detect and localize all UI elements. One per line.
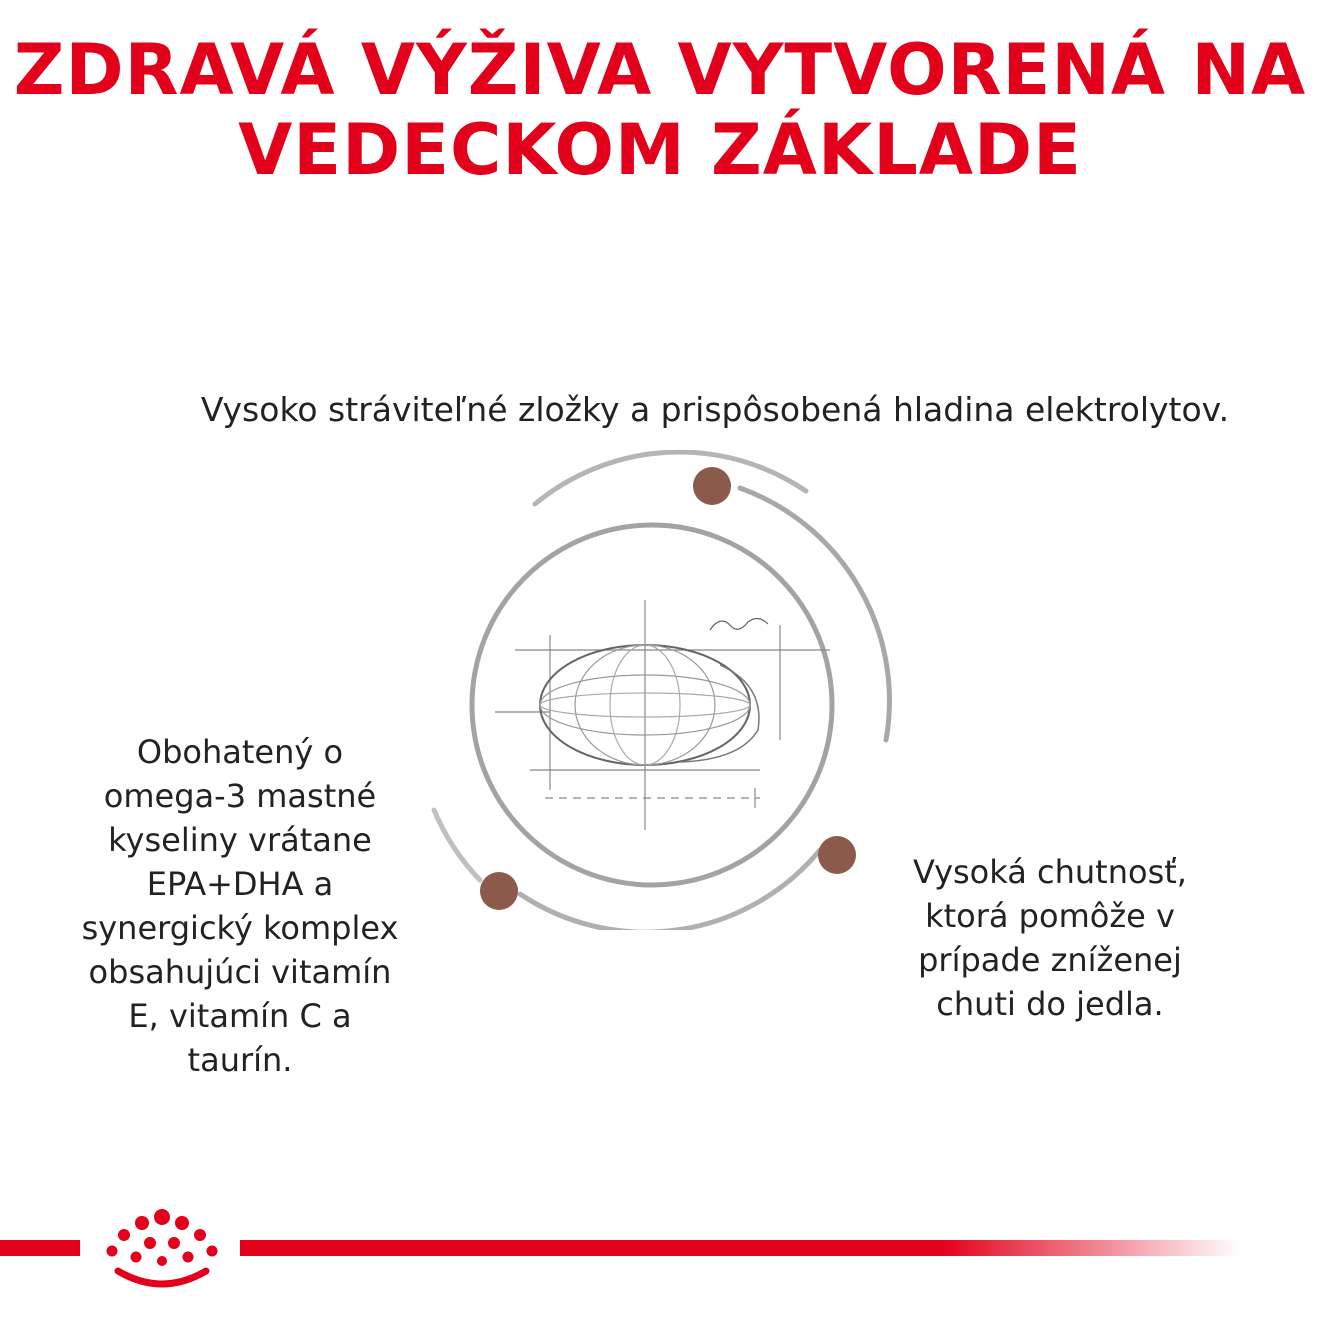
feature-line: taurín. [187, 1041, 293, 1079]
feature-line: synergický komplex [81, 909, 399, 947]
feature-line: Vysoká chutnosť, [913, 853, 1187, 891]
kibble-diagram [420, 450, 900, 930]
outer-arc-left [434, 810, 480, 880]
feature-line: omega-3 mastné [103, 777, 377, 815]
kibble-sketch-icon [495, 600, 830, 830]
feature-line: chuti do jedla. [936, 985, 1164, 1023]
feature-line: EPA+DHA a [146, 865, 334, 903]
title-line-2: VEDECKOM ZÁKLADE [238, 109, 1082, 191]
feature-line: kyseliny vrátane [108, 821, 372, 859]
feature-line: obsahujúci vitamín [88, 953, 392, 991]
page-title [0, 30, 1320, 190]
feature-line: Obohatený o [136, 733, 344, 771]
feature-omega3 [40, 730, 440, 1082]
inner-circle [472, 525, 832, 885]
feature-digestibility: Vysoko stráviteľné zložky a prispôsobená hladina elektrolytov. [200, 390, 1230, 429]
footer-line-right [240, 1240, 1240, 1256]
bullet-dot-right [818, 836, 856, 874]
bullet-dot-left [480, 872, 518, 910]
feature-palatability [880, 850, 1220, 1026]
footer-line-left [0, 1240, 80, 1256]
title-line-1: ZDRAVÁ VÝŽIVA VYTVORENÁ NA [13, 29, 1307, 111]
feature-line: ktorá pomôže v [925, 897, 1175, 935]
outer-arc-right [740, 488, 889, 740]
feature-line: E, vitamín C a [128, 997, 352, 1035]
feature-line: prípade zníženej [918, 941, 1182, 979]
bullet-dot-top [693, 467, 731, 505]
royal-canin-crown-icon [92, 1205, 232, 1295]
